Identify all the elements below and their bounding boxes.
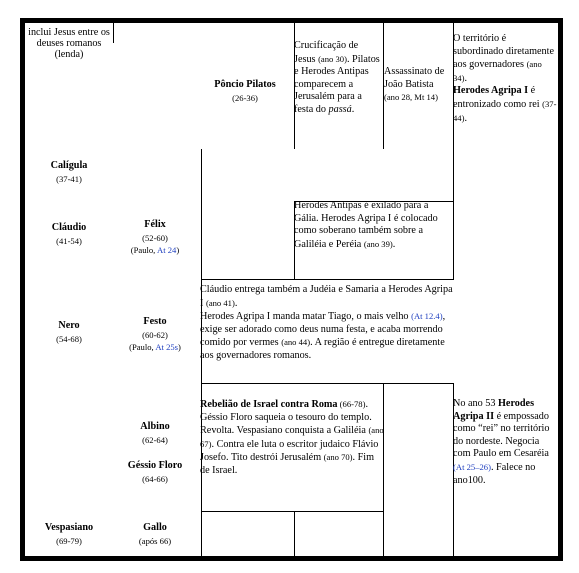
- emperor-years: (69-79): [56, 535, 82, 546]
- emperor-name: Nero: [58, 320, 80, 331]
- governor-years: (62-64): [142, 434, 168, 445]
- event-claudio-entrega: Cláudio entrega também a Judéia e Samaria a Herodes Agripa I (ano 41). Herodes Agripa I manda matar Tiago, o mais velho (At 12.4), exige ser adorado como deus numa festa, e acaba morrendo comido por vermes (ano 44). A região é entregue diretamente aos governadores romanos.: [200, 284, 453, 361]
- column-divider: [294, 511, 295, 557]
- emperor-years: (41-54): [56, 235, 82, 246]
- bible-ref-link[interactable]: At 24: [157, 245, 177, 256]
- governor-ref: (Paulo, At 25s): [129, 342, 181, 353]
- governor-gessio: [112, 460, 198, 485]
- row-divider: [201, 279, 454, 280]
- governor-felix: [112, 219, 198, 257]
- event-agripa-ii: No ano 53 Herodes Agripa II é empossado como “rei” no território do nordeste. Negocia com Paulo em Cesaréia (At 25–26). Falece no ano100.: [453, 398, 550, 486]
- emperor-claudio: [25, 222, 113, 247]
- bible-ref-link[interactable]: At 25s: [155, 342, 179, 353]
- row-divider: [201, 383, 454, 384]
- governor-name: Géssio Floro: [127, 460, 183, 471]
- event-territorio: O território é subordinado diretamente aos governadores (ano 34). Herodes Agripa I é entronizado como rei (37-44).: [453, 33, 557, 124]
- governor-poncio: [200, 79, 290, 104]
- emperor-years: (54-68): [56, 333, 82, 344]
- event-antipas-exilio: Herodes Antipas é exilado para a Gália. Herodes Agripa I é colocado como soberano também sobre a Galiléia e Peréia (ano 39).: [294, 200, 438, 250]
- governor-name: Albino: [140, 421, 170, 432]
- emperor-nero: [25, 320, 113, 345]
- bible-ref-link[interactable]: (At 12.4): [411, 311, 443, 322]
- emperor-years: (37-41): [56, 173, 82, 184]
- event-joao-batista: Assassinato de João Batista (ano 28, Mt 14): [384, 66, 445, 103]
- governor-festo: [112, 316, 198, 354]
- governor-years: (após 66): [138, 535, 172, 546]
- governor-years: (64-66): [142, 473, 168, 484]
- governor-gallo: [112, 522, 198, 547]
- emperor-vespasiano: [25, 522, 113, 547]
- top-note: inclui Jesus entre os deuses romanos (lenda): [28, 27, 110, 60]
- bible-ref-link[interactable]: (At 25–26): [453, 461, 491, 472]
- emperor-name: Calígula: [50, 160, 88, 171]
- emperor-name: Vespasiano: [44, 522, 94, 533]
- governor-name: Félix: [144, 219, 166, 230]
- governor-years: (60-62): [142, 329, 168, 340]
- row-divider: [201, 511, 384, 512]
- governor-name: Gallo: [143, 522, 167, 533]
- governor-ref: (Paulo, At 24): [130, 245, 180, 256]
- governor-name: Festo: [143, 316, 167, 327]
- governor-years: (26-36): [232, 92, 258, 103]
- event-rebeliao: Rebelião de Israel contra Roma (66-78). Géssio Floro saqueia o tesouro do templo. Revolta. Vespasiano conquista a Galiléia (ano 67). Contra ele luta o escritor judaico Flávio Josefo. Tito destrói Jerusalém (ano 70). Fim de Israel.: [200, 399, 384, 476]
- governor-years: (52-60): [142, 232, 168, 243]
- governor-albino: [112, 421, 198, 446]
- emperor-caligula: [25, 160, 113, 185]
- column-divider: [113, 23, 114, 43]
- governor-name: Pôncio Pilatos: [214, 79, 276, 90]
- emperor-name: Cláudio: [51, 222, 87, 233]
- event-crucificacao: Crucificação de Jesus (ano 30). Pilatos e Herodes Antipas comparecem a Jerusalém para a festa do passá.: [294, 40, 380, 115]
